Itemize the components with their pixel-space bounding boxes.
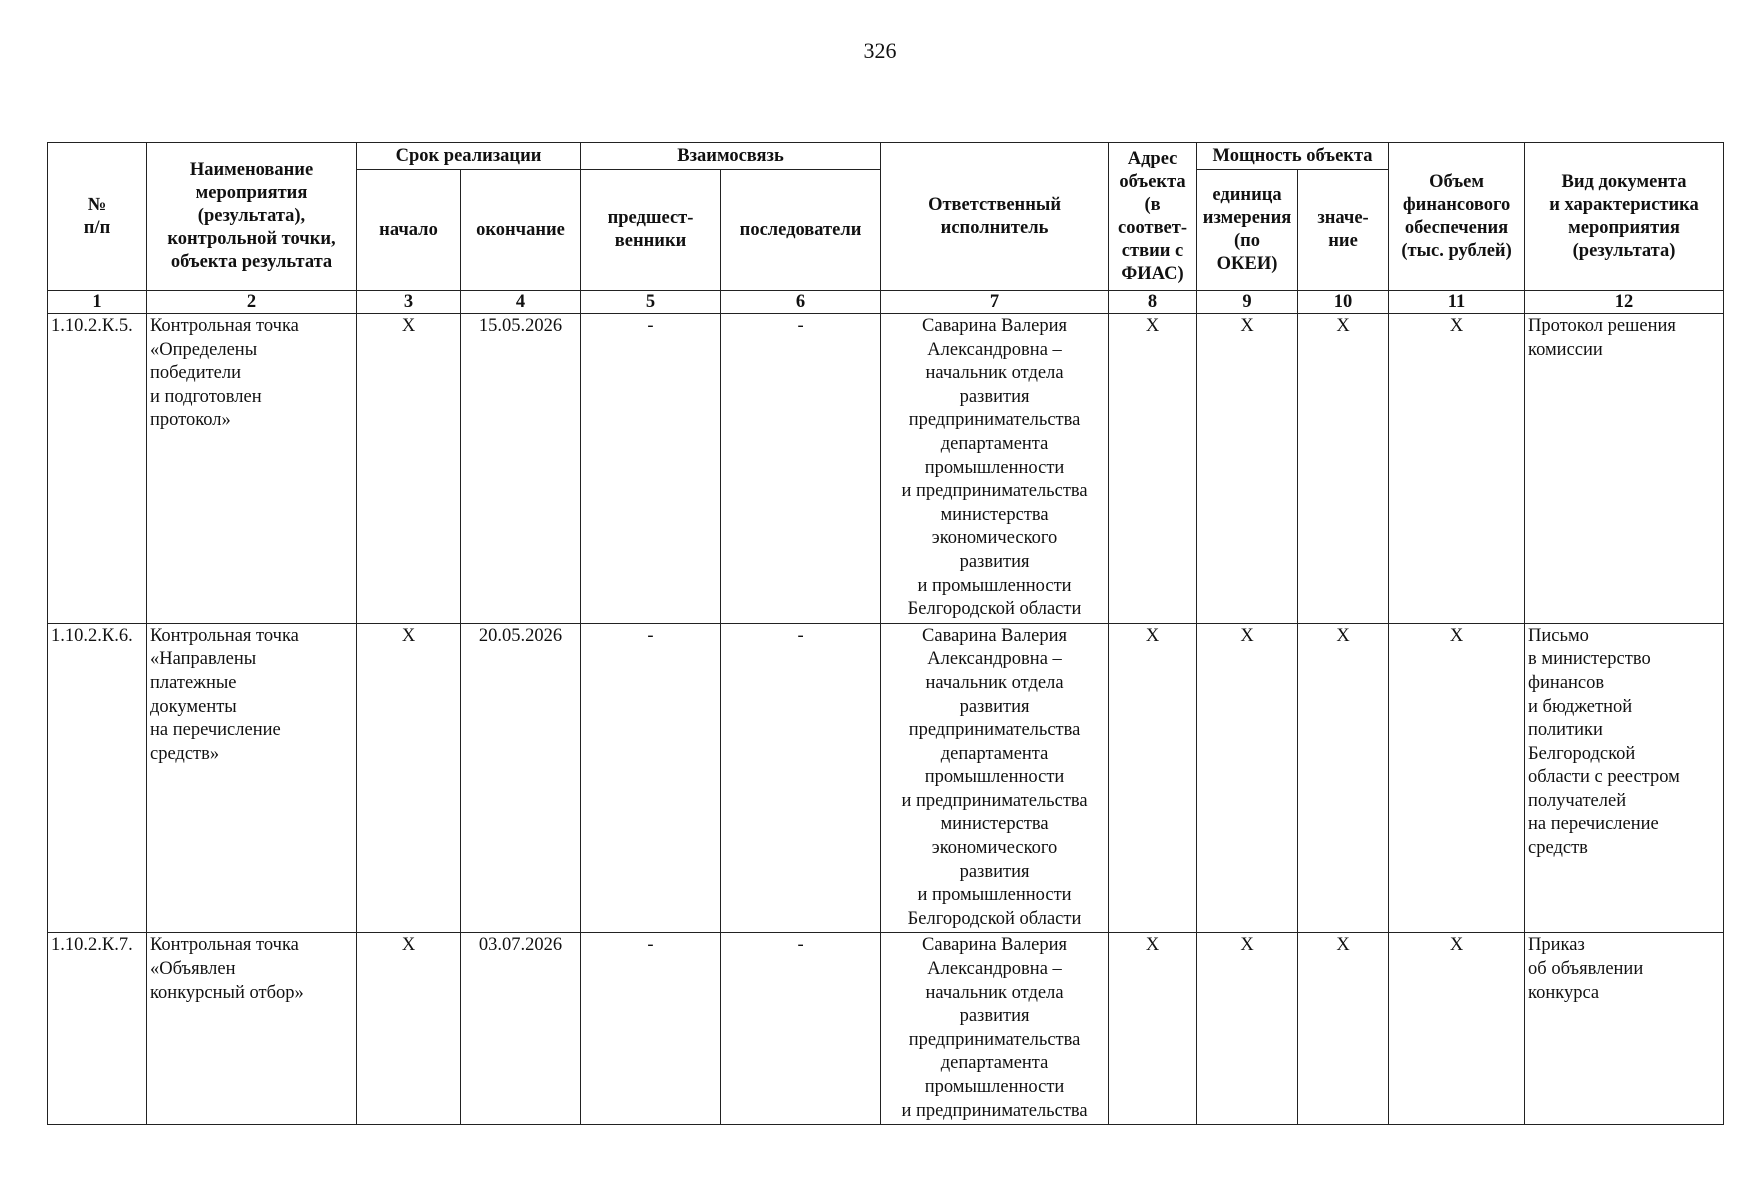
events-table-container [47, 142, 1723, 1125]
header-address: Адрес объекта (в соответ- ствии с ФИАС) [1109, 143, 1197, 291]
header-capacity-value: значе- ние [1298, 170, 1389, 291]
header-link-succ: последователи [721, 170, 881, 291]
row-name: Контрольная точка «Направлены платежные документы на перечисление средств» [147, 623, 357, 933]
column-number: 12 [1525, 291, 1724, 314]
row-end: 03.07.2026 [461, 933, 581, 1125]
row-number: 1.10.2.К.6. [48, 623, 147, 933]
column-number: 2 [147, 291, 357, 314]
row-number: 1.10.2.К.7. [48, 933, 147, 1125]
row-capacity-unit: X [1197, 314, 1298, 624]
header-row-top [48, 143, 1724, 170]
table-row [48, 623, 1724, 933]
header-link-group: Взаимосвязь [581, 143, 881, 170]
row-capacity-value: X [1298, 933, 1389, 1125]
header-capacity-unit: единица измерения (по ОКЕИ) [1197, 170, 1298, 291]
column-number: 3 [357, 291, 461, 314]
row-successors: - [721, 623, 881, 933]
row-document: Письмо в министерство финансов и бюджетной политики Белгородской области с реестром получателей на перечисление средств [1525, 623, 1724, 933]
table-row [48, 314, 1724, 624]
header-no: № п/п [48, 143, 147, 291]
events-table [47, 142, 1724, 1125]
header-doc-type: Вид документа и характеристика мероприятия (результата) [1525, 143, 1724, 291]
row-document: Приказ об объявлении конкурса [1525, 933, 1724, 1125]
header-responsible: Ответственный исполнитель [881, 143, 1109, 291]
header-finance: Объем финансового обеспечения (тыс. рублей) [1389, 143, 1525, 291]
row-document: Протокол решения комиссии [1525, 314, 1724, 624]
column-number: 7 [881, 291, 1109, 314]
row-number: 1.10.2.К.5. [48, 314, 147, 624]
column-number-row [48, 291, 1724, 314]
row-name: Контрольная точка «Объявлен конкурсный отбор» [147, 933, 357, 1125]
row-responsible: Саварина Валерия Александровна – начальник отдела развития предпринимательства департамента промышленности и предпринимательства министерства экономического развития и промышленности Белгородской области [881, 623, 1109, 933]
row-start: X [357, 314, 461, 624]
row-capacity-unit: X [1197, 623, 1298, 933]
column-number: 9 [1197, 291, 1298, 314]
column-number: 8 [1109, 291, 1197, 314]
row-end: 15.05.2026 [461, 314, 581, 624]
row-capacity-value: X [1298, 314, 1389, 624]
row-finance: X [1389, 314, 1525, 624]
row-address: X [1109, 933, 1197, 1125]
header-name: Наименование мероприятия (результата), контрольной точки, объекта результата [147, 143, 357, 291]
column-number: 1 [48, 291, 147, 314]
row-successors: - [721, 314, 881, 624]
table-row [48, 933, 1724, 1125]
row-start: X [357, 623, 461, 933]
row-successors: - [721, 933, 881, 1125]
row-address: X [1109, 314, 1197, 624]
row-finance: X [1389, 623, 1525, 933]
row-predecessors: - [581, 623, 721, 933]
header-term-end: окончание [461, 170, 581, 291]
row-predecessors: - [581, 933, 721, 1125]
row-predecessors: - [581, 314, 721, 624]
column-number: 6 [721, 291, 881, 314]
row-address: X [1109, 623, 1197, 933]
header-link-pred: предшест- венники [581, 170, 721, 291]
row-start: X [357, 933, 461, 1125]
header-term-start: начало [357, 170, 461, 291]
row-end: 20.05.2026 [461, 623, 581, 933]
header-term-group: Срок реализации [357, 143, 581, 170]
column-number: 5 [581, 291, 721, 314]
row-name: Контрольная точка «Определены победители и подготовлен протокол» [147, 314, 357, 624]
row-finance: X [1389, 933, 1525, 1125]
header-capacity-group: Мощность объекта [1197, 143, 1389, 170]
column-number: 10 [1298, 291, 1389, 314]
row-responsible: Саварина Валерия Александровна – начальник отдела развития предпринимательства департамента промышленности и предпринимательства [881, 933, 1109, 1125]
row-capacity-value: X [1298, 623, 1389, 933]
page-number: 326 [863, 38, 897, 63]
row-capacity-unit: X [1197, 933, 1298, 1125]
column-number: 4 [461, 291, 581, 314]
row-responsible: Саварина Валерия Александровна – начальник отдела развития предпринимательства департамента промышленности и предпринимательства министерства экономического развития и промышленности Белгородской области [881, 314, 1109, 624]
column-number: 11 [1389, 291, 1525, 314]
